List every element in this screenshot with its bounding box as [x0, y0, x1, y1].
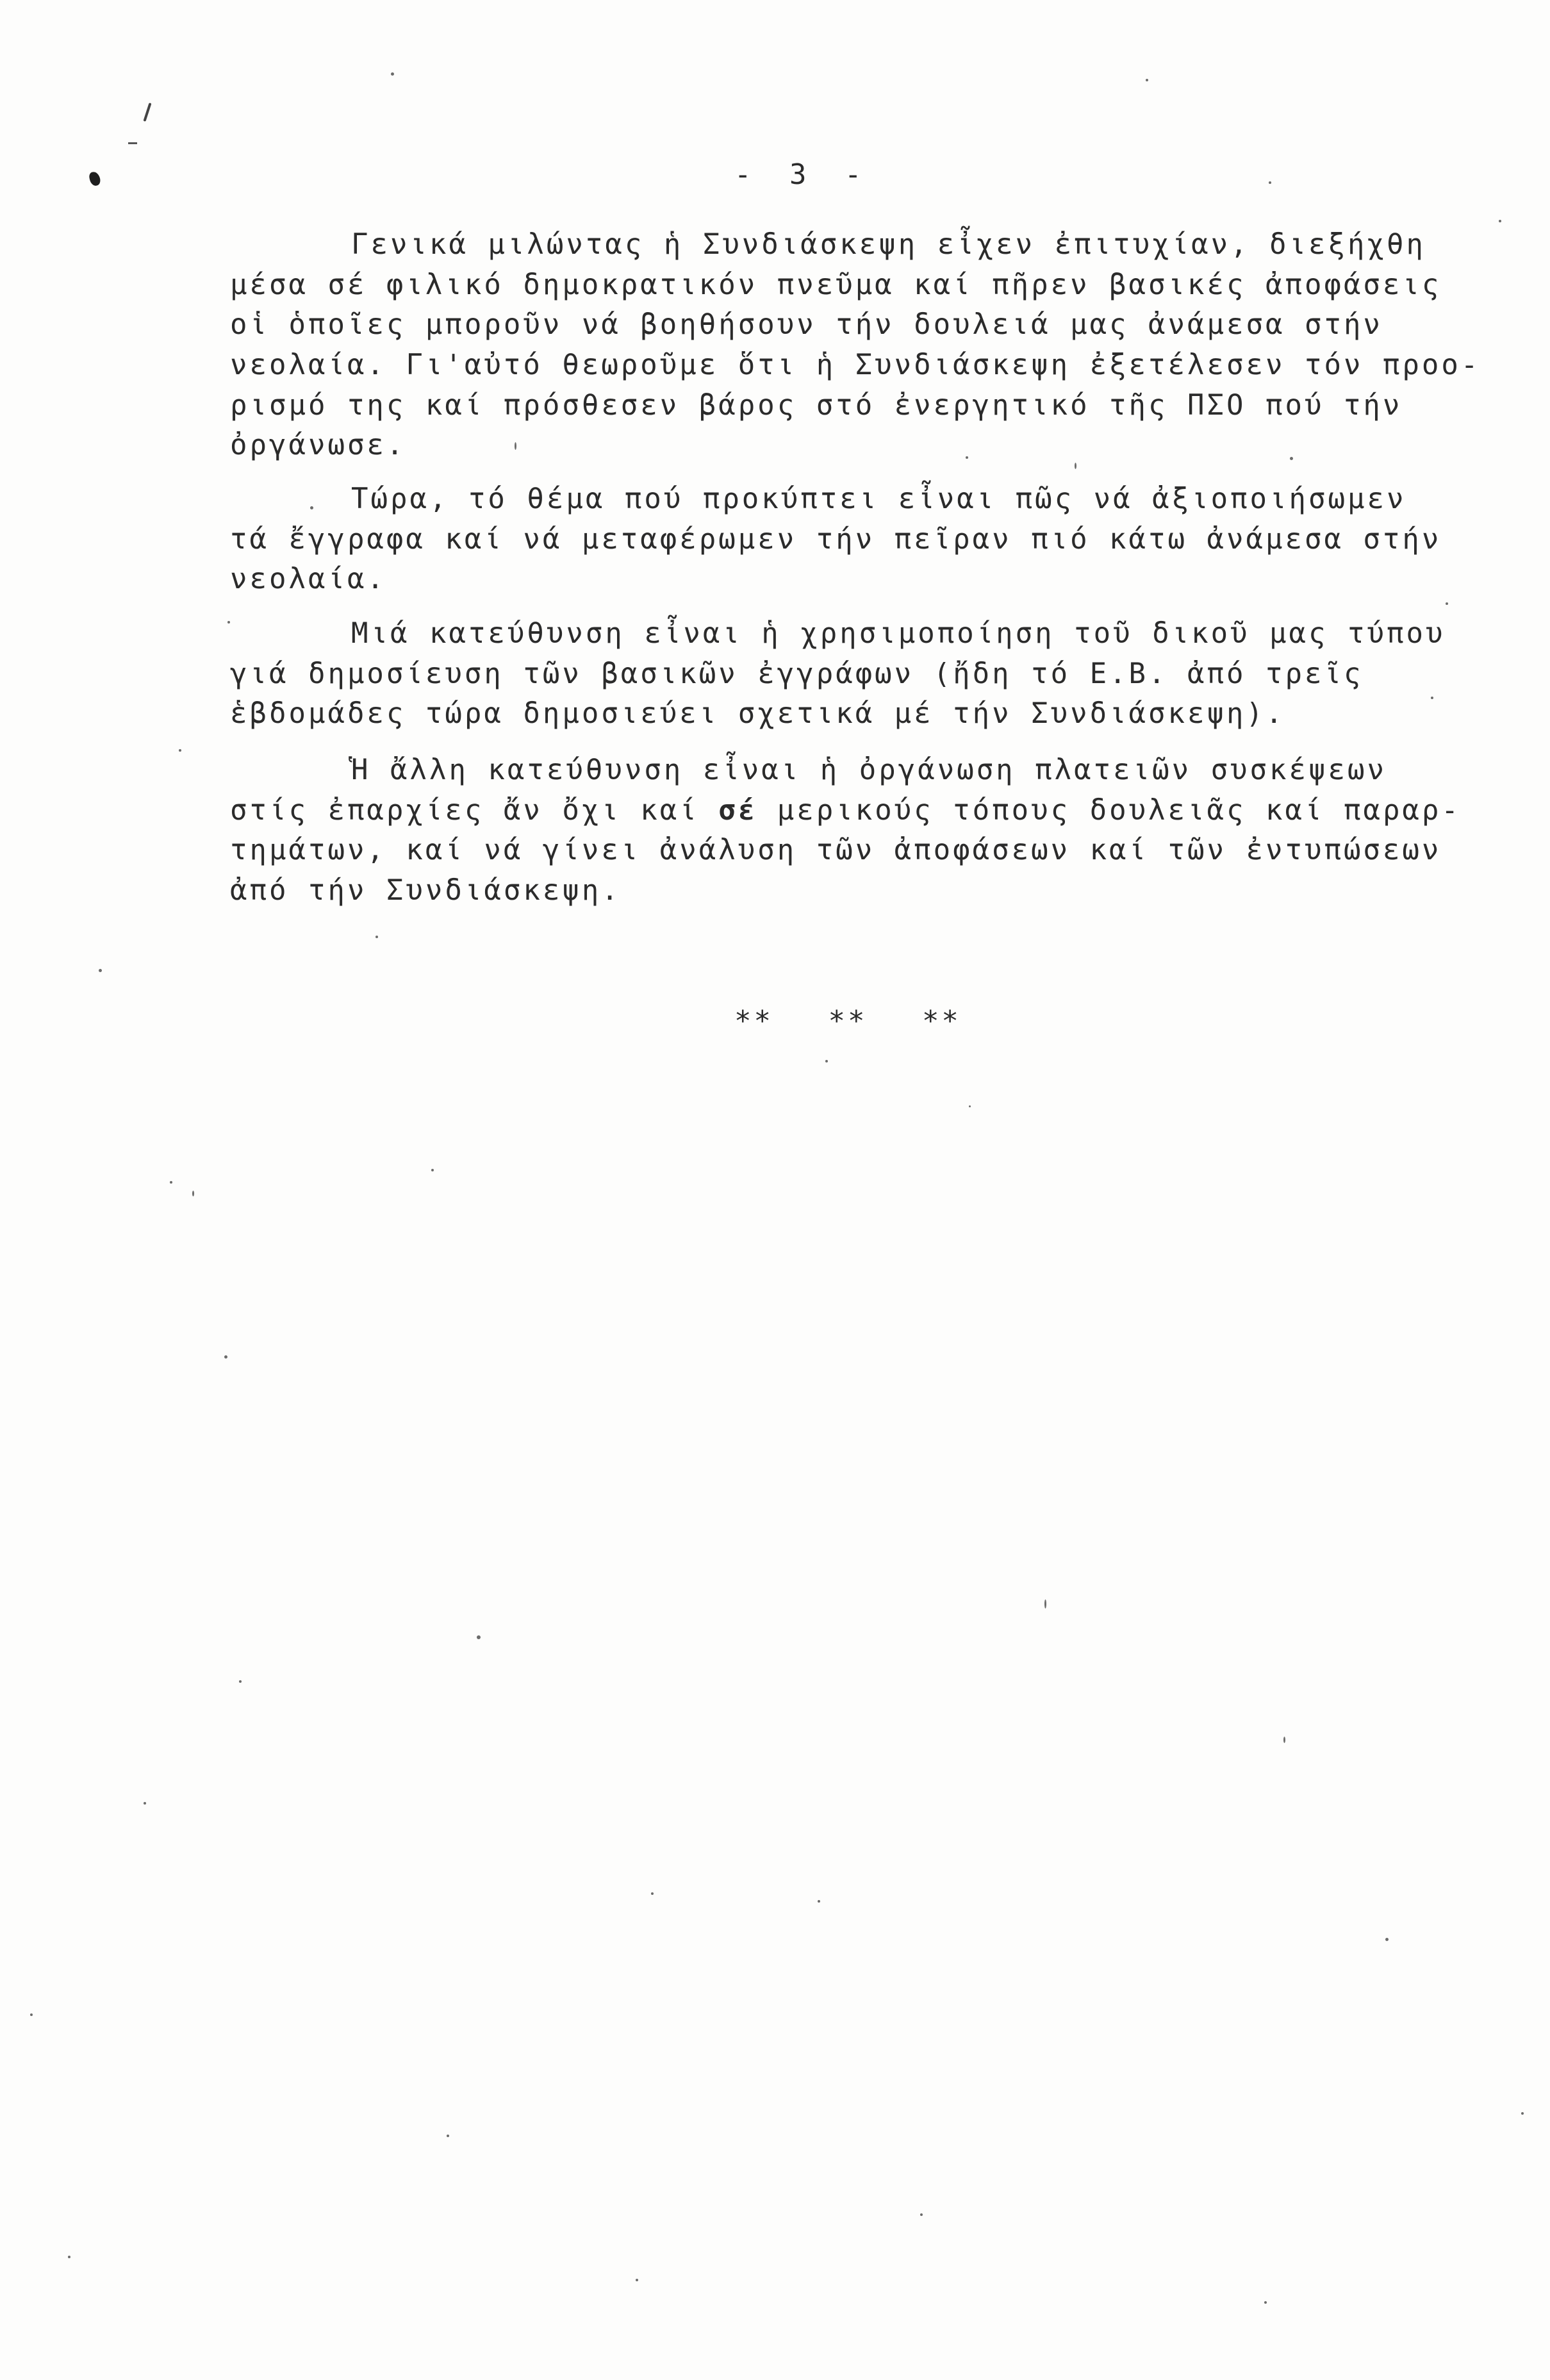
scan-speck: [310, 506, 313, 509]
scan-speck: [224, 1355, 227, 1359]
scan-speck: [825, 1060, 828, 1062]
scan-speck: [192, 1191, 194, 1196]
paragraph-line: ἑβδομάδες τώρα δημοσιεύει σχετικά μέ τήν Συνδιάσκεψη).: [230, 697, 1285, 731]
scan-speck: [1283, 1737, 1285, 1743]
scan-speck: [477, 1635, 481, 1639]
scan-speck: [30, 2013, 33, 2016]
line-segment: μερικούς τόπους δουλειᾶς καί παραρ-: [757, 793, 1461, 827]
scan-speck: [1044, 1599, 1046, 1608]
scan-speck: [99, 969, 102, 972]
scan-speck: [1521, 2112, 1524, 2115]
scan-speck: [68, 2256, 70, 2258]
paragraph-line: ὀργάνωσε.: [230, 429, 406, 462]
paragraph-line: τημάτων, καί νά γίνει ἀνάλυση τῶν ἀποφάσεων καί τῶν ἐντυπώσεων: [230, 834, 1442, 867]
scan-speck: [391, 72, 394, 76]
scan-speck: [1264, 2301, 1267, 2304]
scan-speck: [920, 2213, 923, 2216]
scan-speck: [1146, 79, 1148, 81]
paragraph-line: Τώρα, τό θέμα πού προκύπτει εἶναι πῶς νά ἀξιοποιήσωμεν: [351, 483, 1406, 515]
scan-speck: [375, 936, 378, 938]
closing-asterisks: ** ** **: [734, 1005, 961, 1037]
scan-speck: [515, 442, 516, 450]
paragraph-line: οἱ ὁποῖες μποροῦν νά βοηθήσουν τήν δουλειά μας ἀνάμεσα στήν: [230, 308, 1383, 342]
scan-speck: [1499, 220, 1501, 222]
paragraph-line: ἀπό τήν Συνδιάσκεψη.: [230, 874, 621, 907]
paragraph-line: Γενικά μιλώντας ἡ Συνδιάσκεψη εἶχεν ἐπιτυχίαν, διεξήχθη: [351, 228, 1426, 261]
emphasized-word: σέ: [718, 793, 758, 827]
scan-speck: [447, 2135, 449, 2137]
ink-blot: [88, 171, 101, 187]
line-segment: στίς ἐπαρχίες ἄν ὄχι καί: [230, 793, 719, 827]
paragraph-2: [230, 479, 1512, 600]
paragraph-line: [230, 791, 1512, 831]
page-number: - 3 -: [734, 158, 864, 191]
paragraph-3: [230, 614, 1512, 734]
scan-speck: [144, 1802, 146, 1805]
paragraph-line: νεολαία. Γι'αὐτό θεωροῦμε ὅτι ἡ Συνδιάσκεψη ἐξετέλεσεν τόν προο-: [230, 349, 1481, 382]
scan-speck: [1075, 463, 1076, 469]
scan-speck: [1446, 602, 1448, 605]
scan-speck: [239, 1680, 242, 1683]
scan-speck: [1290, 457, 1293, 460]
scan-speck: [170, 1181, 172, 1184]
scan-speck: [818, 1900, 820, 1903]
scan-speck: [227, 621, 230, 624]
paragraph-1: [230, 225, 1512, 466]
scan-speck: [1431, 697, 1433, 699]
scan-speck: [179, 749, 181, 752]
paragraph-line: ρισμό της καί πρόσθεσεν βάρος στό ἐνεργητικό τῆς ΠΣΟ πού τήν: [230, 388, 1403, 422]
paragraph-4: [230, 750, 1512, 911]
scan-speck: [636, 2279, 638, 2281]
paragraph-line: Μιά κατεύθυνση εἶναι ἡ χρησιμοποίηση τοῦ δικοῦ μας τύπου: [351, 617, 1446, 650]
pen-mark: [128, 142, 137, 144]
scan-speck: [969, 1105, 971, 1107]
scan-speck: [651, 1892, 654, 1895]
scan-speck: [431, 1169, 434, 1171]
scan-speck: [1269, 181, 1271, 184]
scan-speck: [1385, 1938, 1389, 1941]
paragraph-line: νεολαία.: [230, 563, 386, 596]
paragraph-line: γιά δημοσίευση τῶν βασικῶν ἐγγράφων (ἤδη τό Ε.Β. ἀπό τρεῖς: [230, 657, 1364, 690]
paragraph-line: Ἡ ἄλλη κατεύθυνση εἶναι ἡ ὀργάνωση πλατειῶν συσκέψεων: [351, 754, 1387, 786]
paragraph-line: μέσα σέ φιλικό δημοκρατικόν πνεῦμα καί πῆρεν βασικές ἀποφάσεις: [230, 268, 1442, 301]
paragraph-line: τά ἔγγραφα καί νά μεταφέρωμεν τήν πεῖραν πιό κάτω ἀνάμεσα στήν: [230, 522, 1442, 556]
scan-speck: [966, 456, 968, 459]
pen-mark: [143, 103, 151, 122]
